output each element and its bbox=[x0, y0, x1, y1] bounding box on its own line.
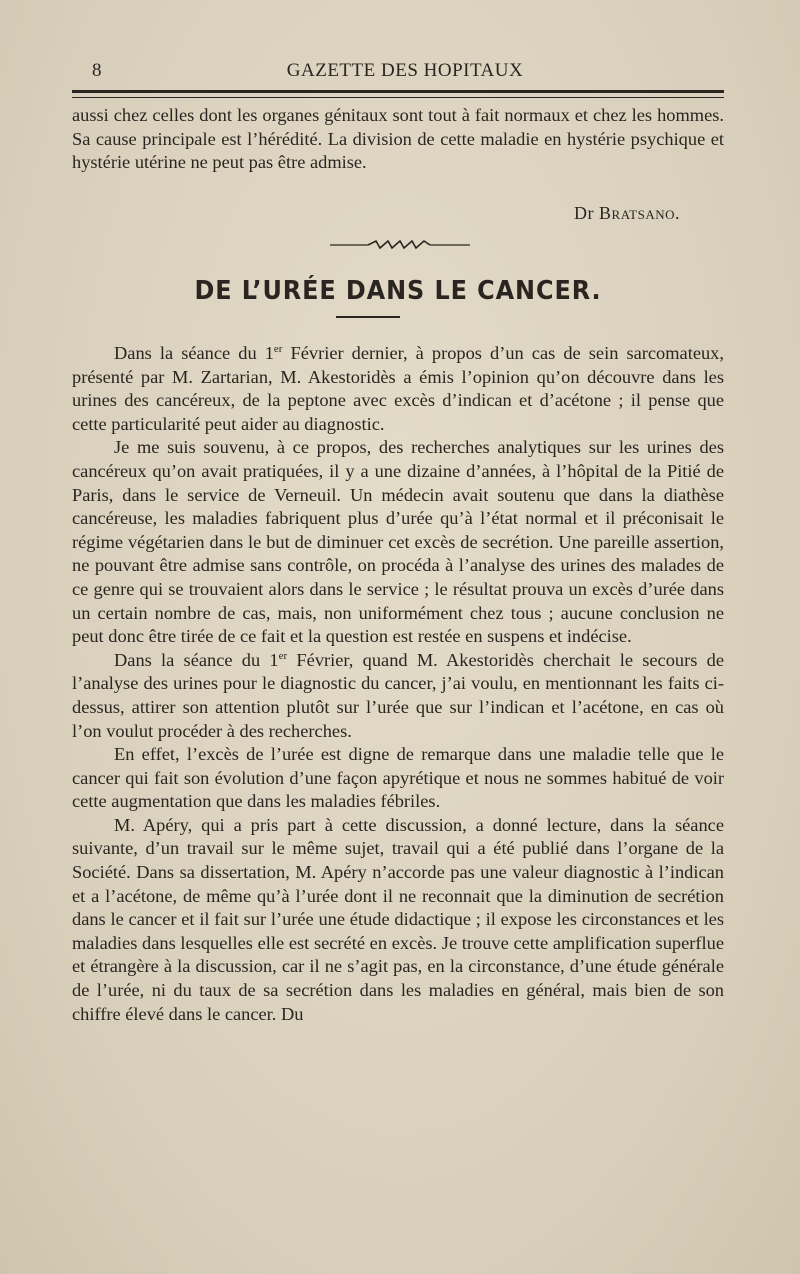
previous-article-text bbox=[72, 104, 724, 175]
page-header bbox=[72, 60, 724, 84]
signature-name: Bratsano. bbox=[599, 203, 680, 223]
paragraph-3 bbox=[72, 649, 724, 743]
previous-article-paragraph: aussi chez celles dont les organes génitaux sont tout à fait normaux et chez les hommes. Sa cause principale est l’hérédité. La division de cette maladie en hystérie psychique et hystérie utérine ne peut pas être admise. bbox=[72, 105, 724, 173]
paragraph-1-start: Dans la séance du 1 bbox=[114, 343, 274, 363]
ordinal-superscript: er bbox=[278, 649, 288, 662]
running-title: GAZETTE DES HOPITAUX bbox=[286, 60, 524, 81]
paragraph-4: En effet, l’excès de l’urée est digne de remarque dans une maladie telle que le cancer qui fait son évolution d’une façon apyrétique et nous ne sommes habitué de voir cette augmentation que dans les maladies fébriles. bbox=[72, 744, 724, 812]
paragraph-1-rest: Février dernier, à propos d’un cas de sein sarcomateux, présenté par M. Zartarian, M. Akestoridès a émis l’opinion qu’on découvre dans les urines des cancéreux, de la peptone avec excès d’indican et d’acétone ; il pense que cette particularité peut aider au diagnostic. bbox=[72, 343, 724, 434]
article-body bbox=[72, 342, 724, 1026]
paragraph-5: M. Apéry, qui a pris part à cette discussion, a donné lecture, dans la séance suivante, d’un travail sur le même sujet, travail qui a été publié dans l’organe de la Société. Dans sa dissertation, M. Apéry n’accorde pas une valeur diagnostic à l’indican et a l’acétone, de même qu’à l’urée dont il ne reconnait que la diminution de secrétion dans le cancer et il fait sur l’urée une étude didactique ; il expose les circonstances et les maladies dans lesquelles elle est secrété en excès. Je trouve cette amplification superflue et étrangère à la discussion, car il ne s’agit pas, en la circonstance, d’une étude générale de l’urée, ni du taux de sa secrétion dans les maladies en général, mais bien de son chiffre élevé dans le cancer. Du bbox=[72, 814, 724, 1024]
article-title: DE L’URÉE DANS LE CANCER. bbox=[194, 276, 602, 306]
ordinal-superscript: er bbox=[273, 342, 283, 355]
title-rule bbox=[336, 316, 400, 318]
author-signature bbox=[72, 203, 680, 224]
paragraph-3-rest: Février, quand M. Akestoridès cherchait le secours de l’analyse des urines pour le diagnostic du cancer, j’ai voulu, en mentionnant les faits ci-dessus, attirer son attention plutôt sur l’urée que sur l’indican et l’acétone, en cas où l’on voulut procéder à des recherches. bbox=[72, 649, 724, 741]
paragraph-1 bbox=[72, 342, 724, 436]
section-ornament bbox=[330, 236, 470, 252]
page-number: 8 bbox=[92, 60, 102, 81]
paragraph-2: Je me suis souvenu, à ce propos, des recherches analytiques sur les urines des cancéreux qu’on avait pratiquées, il y a une dizaine d’années, à l’hôpital de la Pitié de Paris, dans le service de Verneuil. Un médecin avait soutenu que dans la diathèse cancéreuse, les maladies fabriquent plus d’urée qu’à l’état normal et il préconisait le régime végétarien dans le but de diminuer cet excès de secrétion. Une pareille assertion, ne pouvant être admise sans contrôle, on procéda à l’analyse des urines des malades de ce genre qui se trouvaient alors dans le service ; le résultat prouva un excès d’urée dans un certain nombre de cas, mais, non uniformément chez tous ; aucune conclusion ne peut donc être tirée de ce fait et la question est restée en suspens et indécise. bbox=[72, 437, 724, 647]
header-rule bbox=[72, 90, 724, 98]
signature-prefix: Dr bbox=[574, 203, 600, 223]
paragraph-3-start: Dans la séance du 1 bbox=[114, 649, 279, 670]
